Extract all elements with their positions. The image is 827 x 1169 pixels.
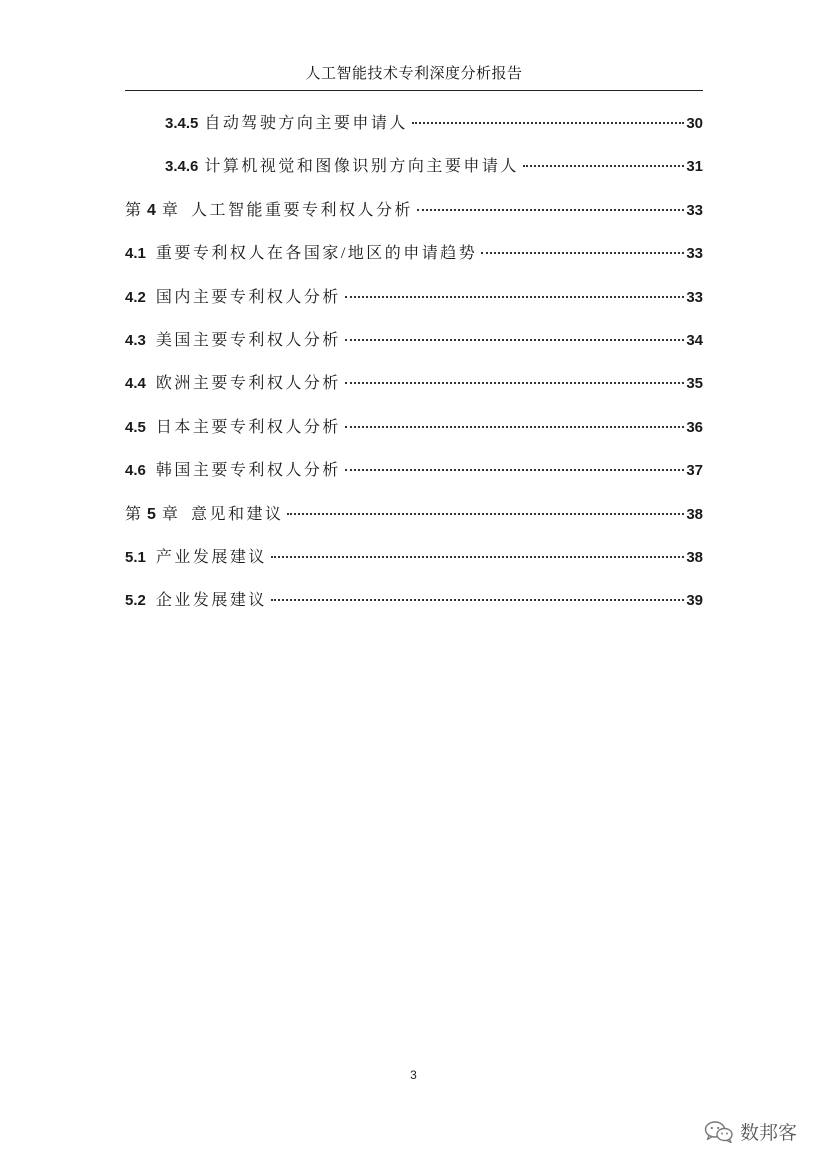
toc-dot-leader <box>345 282 684 302</box>
toc-dot-leader <box>287 499 684 519</box>
toc-dot-leader <box>345 325 684 345</box>
toc-title: 自动驾驶方向主要申请人 <box>204 115 408 132</box>
toc-dot-leader <box>345 412 684 432</box>
toc-section-number: 5.1 <box>125 548 146 566</box>
toc-title: 韩国主要专利权人分析 <box>155 462 341 480</box>
toc-chapter-label <box>125 500 179 530</box>
toc-title: 重要专利权人在各国家/地区的申请趋势 <box>155 245 478 263</box>
toc-section-number: 4.4 <box>125 375 146 393</box>
toc-page-number: 36 <box>686 418 703 436</box>
watermark <box>704 1118 797 1145</box>
toc-section-number: 3.4.5 <box>165 115 199 132</box>
toc-title: 欧洲主要专利权人分析 <box>155 375 341 393</box>
toc-chapter-label <box>125 196 179 226</box>
toc-entry-4-2[interactable] <box>125 282 703 325</box>
toc-dot-leader <box>271 542 684 562</box>
toc-entry-4-4[interactable] <box>125 368 703 411</box>
toc-page-number: 38 <box>686 505 703 523</box>
chapter-prefix-after: 章 <box>161 201 179 219</box>
chapter-number: 4 <box>147 201 157 219</box>
toc-page-number: 31 <box>686 158 703 176</box>
toc-dot-leader <box>523 151 684 171</box>
page-header-title: 人工智能技术专利深度分析报告 <box>305 65 523 82</box>
toc-section-number: 5.2 <box>125 592 146 610</box>
chapter-prefix-before: 第 <box>125 201 143 219</box>
toc-dot-leader <box>271 585 684 605</box>
toc-section-number: 4.5 <box>125 418 146 436</box>
chapter-prefix-before: 第 <box>125 505 143 523</box>
toc-title: 国内主要专利权人分析 <box>155 288 341 306</box>
toc-entry-4-5[interactable] <box>125 412 703 455</box>
toc-section-number: 3.4.6 <box>165 158 199 176</box>
table-of-contents <box>125 108 703 629</box>
toc-dot-leader <box>412 108 684 128</box>
toc-section-number: 4.3 <box>125 331 146 349</box>
toc-dot-leader <box>417 195 684 215</box>
toc-entry-5-1[interactable] <box>125 542 703 585</box>
toc-page-number: 35 <box>686 375 703 393</box>
toc-page-number: 37 <box>686 462 703 480</box>
toc-page-number: 30 <box>686 115 703 132</box>
wechat-icon <box>704 1120 734 1144</box>
toc-section-number: 4.6 <box>125 462 146 480</box>
toc-title: 计算机视觉和图像识别方向主要申请人 <box>204 158 519 176</box>
toc-page-number: 33 <box>686 245 703 263</box>
toc-entry-chapter-5[interactable] <box>125 499 703 542</box>
toc-page-number: 39 <box>686 592 703 610</box>
toc-title: 日本主要专利权人分析 <box>155 418 341 436</box>
toc-entry-3-4-5[interactable] <box>125 108 703 151</box>
toc-dot-leader <box>481 238 684 258</box>
chapter-prefix-after: 章 <box>161 505 179 523</box>
toc-page-number: 38 <box>686 548 703 566</box>
chapter-number: 5 <box>147 505 157 523</box>
toc-dot-leader <box>345 368 684 388</box>
toc-page-number: 33 <box>686 201 703 219</box>
toc-section-number: 4.1 <box>125 245 146 263</box>
watermark-text: 数邦客 <box>740 1122 798 1144</box>
page-number: 3 <box>410 1068 417 1082</box>
toc-title: 美国主要专利权人分析 <box>155 331 341 349</box>
toc-entry-chapter-4[interactable] <box>125 195 703 238</box>
toc-dot-leader <box>345 455 684 475</box>
toc-entry-5-2[interactable] <box>125 585 703 628</box>
toc-title: 意见和建议 <box>190 505 284 523</box>
header-divider <box>125 90 703 91</box>
toc-page-number: 34 <box>686 331 703 349</box>
toc-title: 企业发展建议 <box>155 592 267 610</box>
toc-entry-3-4-6[interactable] <box>125 151 703 194</box>
toc-entry-4-3[interactable] <box>125 325 703 368</box>
toc-entry-4-6[interactable] <box>125 455 703 498</box>
toc-entry-4-1[interactable] <box>125 238 703 281</box>
toc-page-number: 33 <box>686 288 703 306</box>
toc-title: 产业发展建议 <box>155 548 267 566</box>
toc-title: 人工智能重要专利权人分析 <box>190 201 413 219</box>
toc-section-number: 4.2 <box>125 288 146 306</box>
